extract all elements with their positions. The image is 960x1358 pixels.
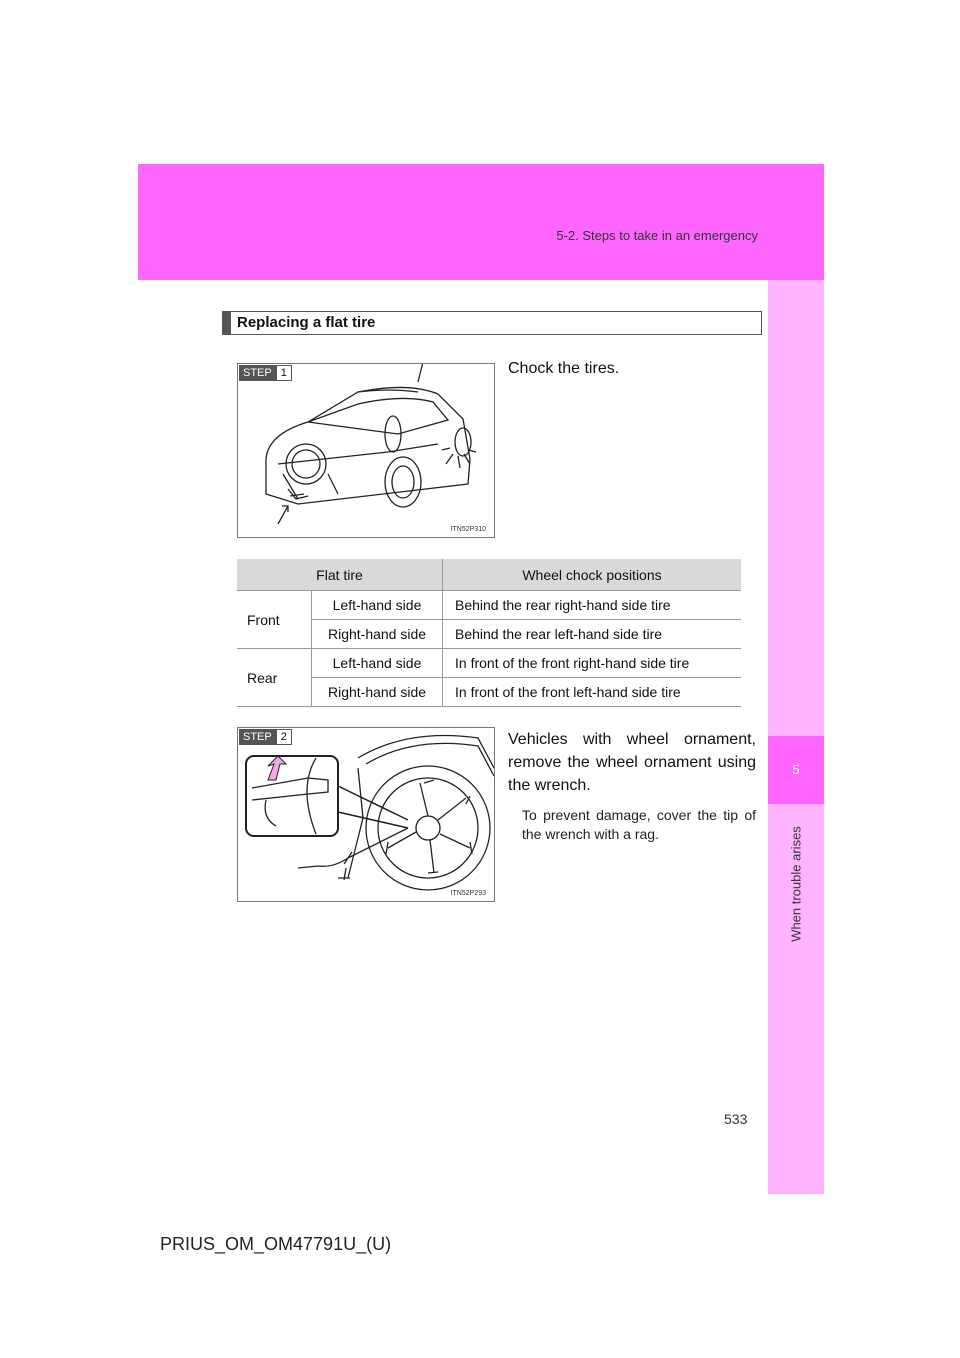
table-header-positions: Wheel chock positions bbox=[443, 559, 742, 591]
step-2-note: To prevent damage, cover the tip of the wrench with a rag. bbox=[522, 807, 756, 842]
figure-chock-tires bbox=[237, 363, 495, 538]
section-heading bbox=[222, 311, 762, 335]
tire-front: Front bbox=[237, 591, 312, 649]
chock-position: Behind the rear left-hand side tire bbox=[443, 620, 742, 649]
chock-position: Behind the rear right-hand side tire bbox=[443, 591, 742, 620]
table-row bbox=[237, 649, 741, 678]
step-label: STEP bbox=[239, 365, 276, 381]
table-row bbox=[237, 591, 741, 620]
step-number: 2 bbox=[276, 729, 292, 745]
chapter-label-text: When trouble arises bbox=[788, 826, 804, 942]
chock-position: In front of the front right-hand side tire bbox=[443, 649, 742, 678]
table-row bbox=[237, 620, 741, 649]
table-row bbox=[237, 678, 741, 707]
figure-id: ITN52P310 bbox=[450, 526, 486, 533]
figure-id: ITN52P293 bbox=[450, 890, 486, 897]
table-header-row bbox=[237, 559, 741, 591]
tire-side: Left-hand side bbox=[312, 591, 443, 620]
chock-position: In front of the front left-hand side tire bbox=[443, 678, 742, 707]
tire-rear: Rear bbox=[237, 649, 312, 707]
document-code: PRIUS_OM_OM47791U_(U) bbox=[160, 1234, 392, 1254]
step-2-text: Vehicles with wheel ornament, remove the wheel ornament using the wrench. bbox=[508, 731, 756, 794]
section-header: 5-2. Steps to take in an emergency bbox=[556, 228, 758, 243]
header-band bbox=[138, 164, 824, 280]
figure-remove-ornament bbox=[237, 727, 495, 902]
tire-side: Right-hand side bbox=[312, 678, 443, 707]
chapter-label bbox=[768, 804, 824, 964]
page-number: 533 bbox=[724, 1111, 748, 1127]
chapter-number: 5 bbox=[792, 762, 800, 777]
table-header-flat-tire: Flat tire bbox=[237, 559, 443, 591]
step-number: 1 bbox=[276, 365, 292, 381]
section-title: Replacing a flat tire bbox=[237, 314, 376, 331]
step-2-badge bbox=[239, 729, 292, 745]
tire-side: Left-hand side bbox=[312, 649, 443, 678]
wheel-illustration bbox=[238, 728, 494, 901]
wheel-chock-table bbox=[237, 559, 741, 707]
step-1-badge bbox=[239, 365, 292, 381]
chapter-tab[interactable] bbox=[768, 736, 824, 804]
step-label: STEP bbox=[239, 729, 276, 745]
step-1-text: Chock the tires. bbox=[508, 360, 620, 377]
car-illustration bbox=[238, 364, 494, 537]
tire-side: Right-hand side bbox=[312, 620, 443, 649]
